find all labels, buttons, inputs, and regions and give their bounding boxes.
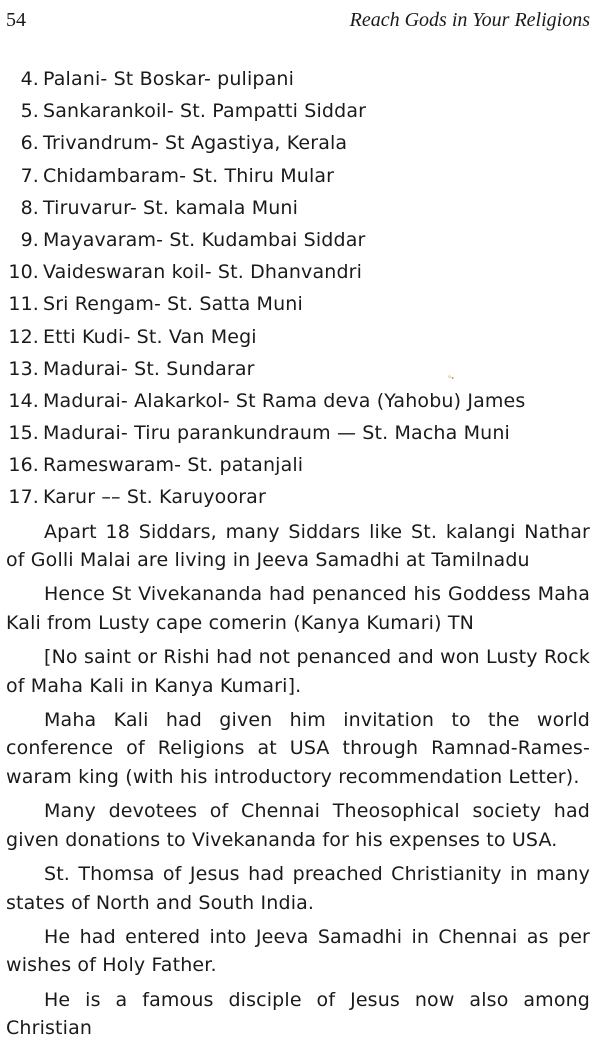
list-item <box>6 63 590 95</box>
ink-speck-icon: °• <box>448 374 454 383</box>
paragraph-siddars: Apart 18 Siddars, many Siddars like St. kalangi Nathar of Golli Malai are living in Jeeva Samadhi at Tamilnadu <box>6 520 590 572</box>
page-header <box>6 9 590 37</box>
list-number: 8. <box>20 196 39 219</box>
list-item <box>6 353 590 385</box>
paragraph-famous-disciple: He is a famous disciple of Jesus now also among Christian <box>6 988 590 1040</box>
list-text: Madurai- St. Sundarar <box>43 357 255 380</box>
running-title: Reach Gods in Your Religions <box>349 9 590 31</box>
list-number: 10. <box>8 261 39 284</box>
list-item <box>6 481 590 513</box>
page-body <box>6 63 590 1043</box>
list-text: Sankarankoil- St. Pampatti Siddar <box>43 100 367 123</box>
paragraph-invitation: Maha Kali had given him invitation to the world conference of Religions at USA through Ramnad-Rames-waram king (with his introductory recommendation Letter). <box>6 709 590 788</box>
list-number: 15. <box>8 422 39 445</box>
list-text: Etti Kudi- St. Van Megi <box>43 325 257 348</box>
list-number: 12. <box>8 325 39 348</box>
paragraph-lusty-rock: [No saint or Rishi had not penanced and won Lusty Rock of Maha Kali in Kanya Kumari]. <box>6 646 590 697</box>
list-item <box>6 192 590 224</box>
list-text: Mayavaram- St. Kudambai Siddar <box>43 228 366 251</box>
list-number: 4. <box>20 68 39 90</box>
paragraph-donations: Many devotees of Chennai Theosophical society had given donations to Vivekananda for his expenses to USA. <box>6 800 590 851</box>
paragraph-st-thomas: St. Thomsa of Jesus had preached Christianity in many states of North and South India. <box>6 863 590 914</box>
list-text: Rameswaram- St. patanjali <box>43 454 304 477</box>
page-number: 54 <box>6 9 26 31</box>
list-item <box>6 288 590 320</box>
list-item <box>6 321 590 353</box>
list-number: 13. <box>8 357 39 380</box>
list-text: Vaideswaran koil- St. Dhanvandri <box>43 261 363 284</box>
list-text: Madurai- Alakarkol- St Rama deva (Yahobu) James <box>43 389 526 412</box>
list-number: 16. <box>8 454 39 477</box>
list-text: Trivandrum- St Agastiya, Kerala <box>43 132 348 155</box>
list-text: Karur –– St. Karuyoorar <box>43 486 266 509</box>
list-number: 7. <box>20 164 39 187</box>
siddar-list <box>6 63 590 514</box>
list-item <box>6 256 590 288</box>
list-item <box>6 95 590 127</box>
list-number: 17. <box>8 486 39 509</box>
list-number: 5. <box>20 100 39 123</box>
list-text: Tiruvarur- St. kamala Muni <box>43 196 299 219</box>
list-number: 11. <box>8 293 39 316</box>
list-item <box>6 449 590 481</box>
list-text: Sri Rengam- St. Satta Muni <box>43 293 303 316</box>
list-number: 14. <box>8 389 39 412</box>
list-item <box>6 417 590 449</box>
list-text: Palani- St Boskar- pulipani <box>43 68 295 90</box>
list-text: Madurai- Tiru parankundraum — St. Macha Muni <box>43 422 510 445</box>
list-item <box>6 127 590 159</box>
list-text: Chidambaram- St. Thiru Mular <box>43 164 335 187</box>
list-item <box>6 385 590 417</box>
list-number: 6. <box>20 132 39 155</box>
list-item <box>6 160 590 192</box>
paragraph-jeeva-samadhi: He had entered into Jeeva Samadhi in Chennai as per wishes of Holy Father. <box>6 925 590 977</box>
list-number: 9. <box>20 228 39 251</box>
list-item <box>6 224 590 256</box>
paragraph-vivekananda-penance: Hence St Vivekananda had penanced his Goddess Maha Kali from Lusty cape comerin (Kanya Kumari) TN <box>6 583 590 634</box>
